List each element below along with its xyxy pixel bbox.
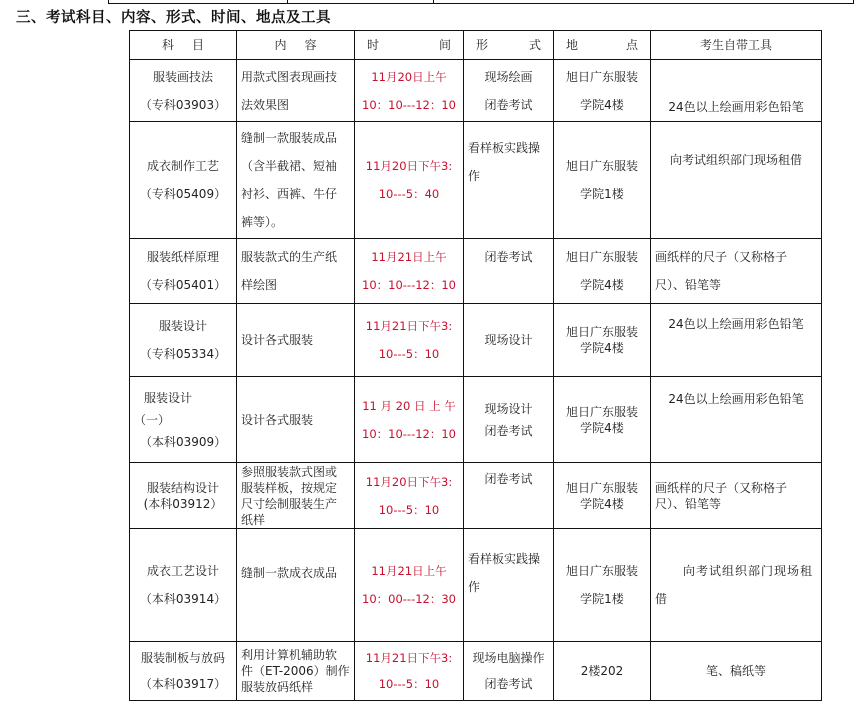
content-line: 缝制一款服装成品 [241, 131, 338, 145]
cell-subject [130, 239, 237, 304]
table-row [130, 377, 822, 463]
header-tools: 考生自带工具 [651, 31, 822, 60]
subject-name: 成衣工艺设计 [146, 564, 219, 578]
cell-form [464, 304, 554, 377]
exam-date: 11月20日上午 [371, 69, 447, 84]
cell-subject [130, 60, 237, 122]
header-time-char: 时 [367, 38, 380, 52]
form-line: 闭卷考试 [484, 97, 533, 112]
content-line: （含半截裙、短袖 [241, 159, 338, 173]
cell-subject [130, 122, 237, 239]
form-line: 现场绘画 [484, 69, 533, 84]
cell-time [355, 529, 464, 642]
cell-form [464, 642, 554, 701]
cell-time [355, 463, 464, 529]
cell-tools [651, 529, 822, 642]
exam-time-range: 10---5：40 [378, 187, 440, 201]
header-location-char: 点 [625, 38, 638, 52]
cell-subject [130, 304, 237, 377]
tools-line: 24色以上绘画用彩色铅笔 [668, 100, 804, 114]
content-line: 件（ET-2006）制作 [241, 664, 350, 678]
content-line: 纸样 [241, 512, 266, 527]
subject-name: 服装设计 [144, 390, 193, 405]
exam-time-range: 10---5：10 [378, 347, 440, 361]
content-line: 用款式图表现画技 [241, 69, 338, 84]
cell-location [554, 377, 651, 463]
exam-time-range: 10：10---12：10 [362, 97, 456, 112]
header-form-char: 形 [476, 38, 489, 52]
form-line: 作 [468, 169, 481, 183]
table-header-row [130, 31, 822, 60]
header-form [464, 31, 554, 60]
cell-form [464, 239, 554, 304]
cell-time [355, 377, 464, 463]
content-line: 参照服装款式图或 [241, 464, 338, 479]
location-line: 旭日广东服装 [565, 480, 638, 495]
content-line: 缝制一款成衣成品 [241, 566, 338, 580]
content-line: 利用计算机辅助软 [241, 648, 338, 662]
subject-name: 服装制板与放码 [140, 651, 225, 665]
cell-tools [651, 60, 822, 122]
cell-tools [651, 304, 822, 377]
tools-line: 24色以上绘画用彩色铅笔 [668, 317, 804, 331]
subject-code: （本科03917） [139, 677, 227, 691]
subject-code: （专科05334） [139, 347, 227, 361]
header-content [237, 31, 355, 60]
subject-name: 服装结构设计 [146, 480, 219, 495]
cell-content [237, 529, 355, 642]
subject-code: （本科03914） [139, 592, 227, 606]
exam-schedule-table [129, 30, 822, 701]
cell-content [237, 239, 355, 304]
location-line: 学院4楼 [580, 97, 624, 112]
cell-location [554, 529, 651, 642]
location-line: 旭日广东服装 [565, 564, 638, 578]
subject-name: 服装设计 [158, 319, 207, 333]
content-line: 设计各式服装 [241, 333, 314, 347]
tools-line: 画纸样的尺子（又称格子 [655, 480, 788, 495]
exam-date: 11 月 20 日 上 午 [362, 398, 456, 413]
header-subject [130, 31, 237, 60]
exam-date: 11月21日上午 [371, 250, 447, 264]
header-subject-char: 科 [161, 38, 174, 52]
exam-time-range: 10---5：10 [378, 502, 440, 517]
subject-code: （专科03903） [139, 97, 227, 112]
form-line: 现场设计 [484, 333, 533, 347]
content-line: 样绘图 [241, 278, 278, 292]
exam-date: 11月20日下午3: [365, 474, 453, 489]
cell-content [237, 60, 355, 122]
cell-location [554, 463, 651, 529]
location-line: 旭日广东服装 [565, 250, 638, 264]
tools-line: 尺）、铅笔等 [655, 496, 722, 511]
form-line: 看样板实践操 [468, 552, 541, 566]
cell-form [464, 377, 554, 463]
content-line: 法效果图 [241, 97, 290, 112]
cell-content [237, 304, 355, 377]
cell-form [464, 529, 554, 642]
header-content-char: 内 [274, 38, 287, 52]
cell-location [554, 304, 651, 377]
form-line: 现场电脑操作 [472, 651, 545, 665]
exam-date: 11月21日上午 [371, 564, 447, 578]
cell-time [355, 642, 464, 701]
subject-name-suffix: （一） [134, 412, 171, 427]
exam-time-range: 10：00---12：30 [362, 592, 456, 606]
cell-tools [651, 642, 822, 701]
table-row [130, 239, 822, 304]
content-line: 尺寸绘制服装生产 [241, 496, 338, 511]
table-row [130, 529, 822, 642]
subject-name: 服装画技法 [152, 69, 213, 84]
content-line: 衬衫、西裤、牛仔 [241, 187, 338, 201]
header-content-char: 容 [304, 38, 317, 52]
content-line: 服装样板，按规定 [241, 480, 338, 495]
tools-line: 尺）、铅笔等 [655, 278, 722, 292]
cell-tools [651, 463, 822, 529]
header-location [554, 31, 651, 60]
subject-code: （本科03909） [140, 434, 227, 449]
exam-date: 11月21日下午3: [365, 651, 453, 665]
header-location-char: 地 [566, 38, 579, 52]
form-line: 闭卷考试 [484, 250, 533, 264]
cell-time [355, 304, 464, 377]
location-line: 学院1楼 [580, 592, 624, 606]
form-line: 闭卷考试 [484, 677, 533, 691]
header-time-char: 间 [438, 38, 451, 52]
cell-location [554, 122, 651, 239]
content-line: 设计各式服装 [241, 412, 314, 427]
table-row [130, 642, 822, 701]
cell-subject [130, 642, 237, 701]
content-line: 服装放码纸样 [241, 680, 314, 694]
exam-time-range: 10---5：10 [378, 677, 440, 691]
tools-line: 借 [655, 592, 668, 606]
form-line: 看样板实践操 [468, 141, 541, 155]
location-line: 旭日广东服装 [565, 325, 638, 339]
location-line: 学院4楼 [580, 278, 624, 292]
tools-line: 画纸样的尺子（又称格子 [655, 250, 788, 264]
subject-code: (本科03912） [143, 496, 223, 511]
table-row [130, 60, 822, 122]
exam-time-range: 10：10---12：10 [362, 426, 456, 441]
cell-subject [130, 529, 237, 642]
header-time [355, 31, 464, 60]
cell-time [355, 60, 464, 122]
previous-table-divider [287, 0, 288, 3]
subject-name: 服装纸样原理 [146, 250, 219, 264]
form-line: 闭卷考试 [484, 472, 533, 486]
cell-time [355, 239, 464, 304]
cell-form [464, 463, 554, 529]
tools-line: 笔、稿纸等 [705, 664, 766, 678]
exam-date: 11月20日下午3: [365, 159, 453, 173]
cell-content [237, 642, 355, 701]
header-subject-char: 目 [192, 38, 205, 52]
location-line: 学院4楼 [580, 341, 624, 355]
cell-tools [651, 122, 822, 239]
location-line: 旭日广东服装 [565, 159, 638, 173]
form-line: 现场设计 [484, 401, 533, 416]
location-line: 2楼202 [580, 664, 624, 678]
subject-code: （专科05401） [139, 278, 227, 292]
cell-content [237, 122, 355, 239]
form-line: 闭卷考试 [484, 423, 533, 438]
tools-line: 向考试组织部门现场租借 [669, 153, 802, 167]
tools-line: 向考试组织部门现场租 [683, 564, 814, 578]
location-line: 学院4楼 [580, 420, 624, 435]
content-line: 裤等）。 [241, 215, 284, 229]
cell-location [554, 642, 651, 701]
header-form-char: 式 [528, 38, 541, 52]
cell-subject [130, 377, 237, 463]
previous-table-divider [433, 0, 434, 3]
exam-time-range: 10：10---12：10 [362, 278, 456, 292]
location-line: 学院1楼 [580, 187, 624, 201]
cell-tools [651, 239, 822, 304]
cell-time [355, 122, 464, 239]
table-row [130, 304, 822, 377]
content-line: 服装款式的生产纸 [241, 250, 338, 264]
section-title: 三、考试科目、内容、形式、时间、地点及工具 [16, 9, 331, 26]
subject-name: 成衣制作工艺 [146, 159, 219, 173]
subject-code: （专科05409） [139, 187, 227, 201]
previous-table-bottom-edge [108, 0, 854, 4]
exam-date: 11月21日下午3: [365, 319, 453, 333]
form-line: 作 [468, 580, 481, 594]
cell-form [464, 60, 554, 122]
location-line: 旭日广东服装 [565, 404, 638, 419]
cell-location [554, 60, 651, 122]
table-row [130, 463, 822, 529]
cell-content [237, 463, 355, 529]
table-row [130, 122, 822, 239]
cell-subject [130, 463, 237, 529]
location-line: 学院4楼 [580, 496, 624, 511]
location-line: 旭日广东服装 [565, 69, 638, 84]
cell-tools [651, 377, 822, 463]
cell-location [554, 239, 651, 304]
cell-form [464, 122, 554, 239]
tools-line: 24色以上绘画用彩色铅笔 [668, 392, 804, 406]
cell-content [237, 377, 355, 463]
